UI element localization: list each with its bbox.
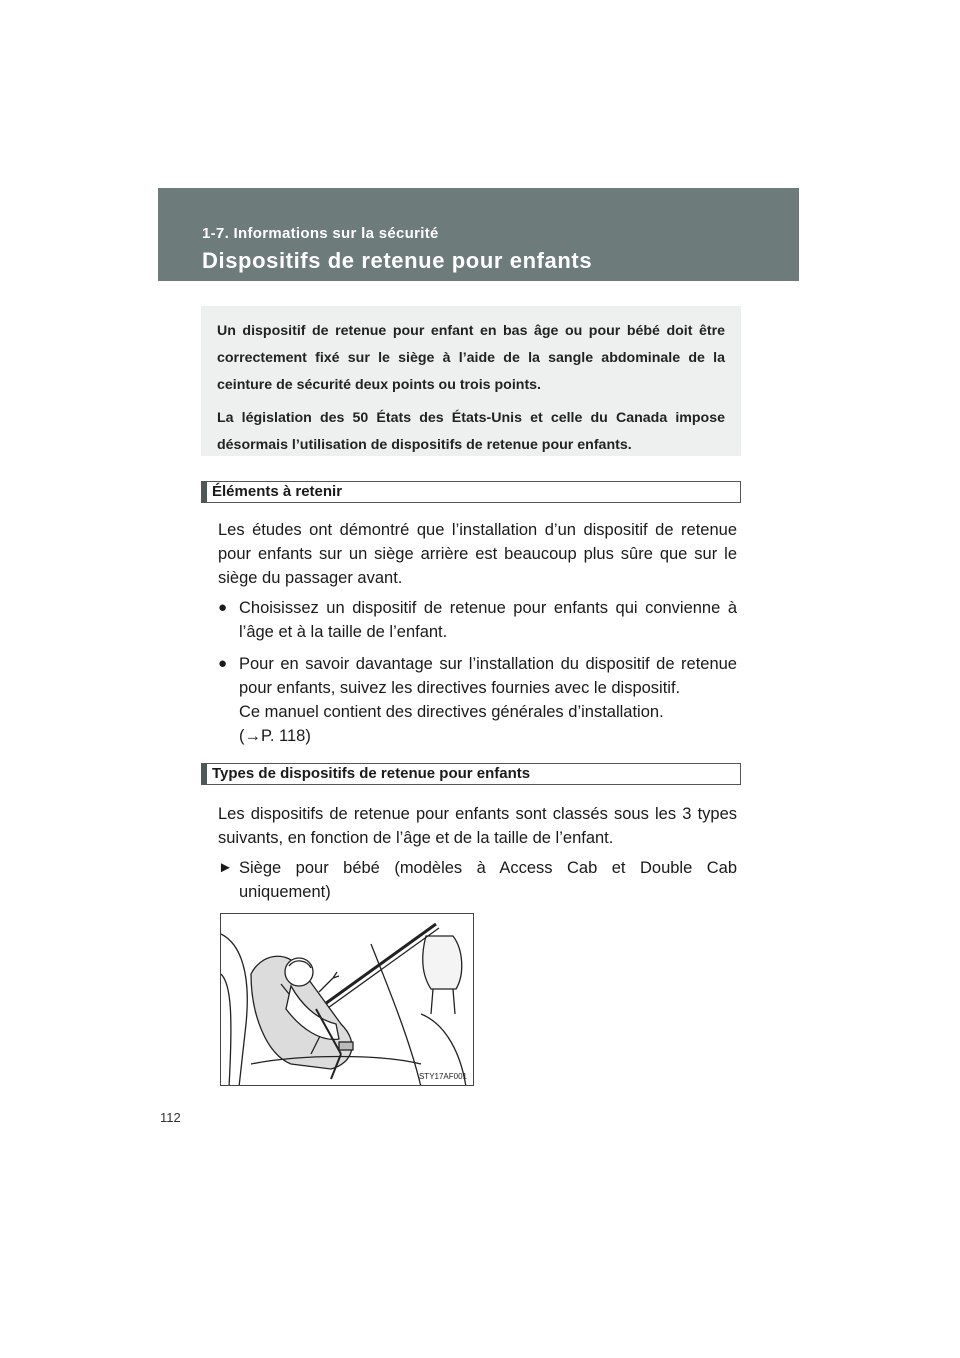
intro-box xyxy=(201,306,741,456)
arrow-item-1 xyxy=(218,856,737,904)
arrow-item-text: Siège pour bébé (modèles à Access Cab et Double Cab uniquement) xyxy=(239,859,737,901)
bullet-text-2: Pour en savoir davantage sur l’installation du dispositif de retenue pour enfants, suivez les directives fournies avec le dispositif. xyxy=(239,655,737,697)
arrow-right-icon: ► xyxy=(218,859,233,876)
bullet-dot-icon: ● xyxy=(218,599,228,616)
section1-paragraph: Les études ont démontré que l’installation d’un dispositif de retenue pour enfants sur un siège arrière est beaucoup plus sûre que sur le siège du passager avant. xyxy=(218,521,737,587)
page-reference: (→P. 118) xyxy=(239,727,311,745)
infant-seat-illustration xyxy=(220,913,474,1086)
section-label: 1-7. Informations sur la sécurité xyxy=(202,225,439,242)
intro-paragraph-2: La législation des 50 États des États-Unis et celle du Canada impose désormais l’utilisation de dispositifs de retenue pour enfants. xyxy=(217,410,725,453)
bullet-dot-icon: ● xyxy=(218,655,228,672)
bullet-text-2b: Ce manuel contient des directives générales d’installation. xyxy=(239,703,664,721)
figure-code: STY17AF001 xyxy=(418,1072,467,1081)
bullet-text-1: Choisissez un dispositif de retenue pour enfants qui convienne à l’âge et à la taille de l’enfant. xyxy=(239,599,737,641)
bullet-item-1 xyxy=(218,596,737,644)
intro-paragraph-1: Un dispositif de retenue pour enfant en bas âge ou pour bébé doit être correctement fixé sur le siège à l’aide de la sangle abdominale de la ceinture de sécurité deux points ou trois points. xyxy=(217,323,725,393)
page-title: Dispositifs de retenue pour enfants xyxy=(202,248,593,273)
section-heading-elements: Éléments à retenir xyxy=(201,481,741,503)
section-heading-types: Types de dispositifs de retenue pour enfants xyxy=(201,763,741,785)
infant-seat-drawing xyxy=(221,914,474,1086)
page-number: 112 xyxy=(160,1110,181,1125)
section2-paragraph: Les dispositifs de retenue pour enfants sont classés sous les 3 types suivants, en fonction de l’âge et de la taille de l’enfant. xyxy=(218,805,737,847)
chapter-header xyxy=(158,188,799,281)
bullet-item-2 xyxy=(218,652,737,748)
